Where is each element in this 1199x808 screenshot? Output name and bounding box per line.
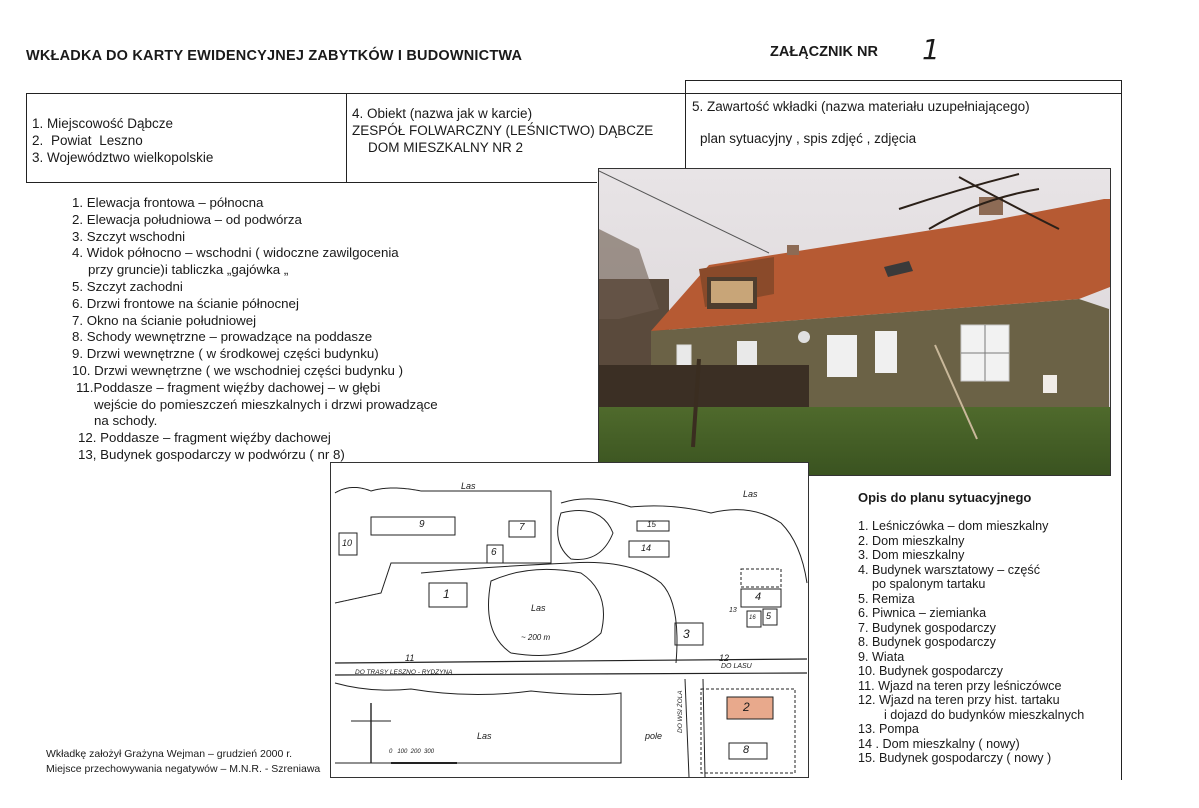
frame-right-line <box>1121 80 1122 780</box>
map-label-forest: Las <box>743 489 758 499</box>
location-cell <box>32 115 213 166</box>
location-voivodeship: 3. Województwo wielkopolskie <box>32 150 214 165</box>
footer-negatives: Miejsce przechowywania negatywów – M.N.R. - Szreniawa <box>46 763 321 775</box>
legend-item: 6. Piwnica – ziemianka <box>858 606 987 620</box>
map-number: 10 <box>342 538 353 548</box>
map-label-forest: Las <box>477 731 492 741</box>
legend-item: 7. Budynek gospodarczy <box>858 620 996 635</box>
map-number: 1 <box>443 587 450 601</box>
legend-item: po spalonym tartaku <box>872 577 986 591</box>
site-plan-drawing <box>331 463 808 777</box>
contents-value: plan sytuacyjny , spis zdjęć , zdjęcia <box>700 131 917 146</box>
photo-list-item: 1. Elewacja frontowa – północna <box>72 195 264 210</box>
object-label: 4. Obiekt (nazwa jak w karcie) <box>352 106 533 121</box>
legend-item: 10. Budynek gospodarczy <box>858 664 1003 678</box>
frame-left-line <box>26 93 27 183</box>
map-number: 8 <box>743 744 750 756</box>
legend-item: 3. Dom mieszkalny <box>858 548 965 562</box>
map-number: 2 <box>743 700 750 714</box>
photo-list-item: 11.Poddasze – fragment więźby dachowej – w głębi <box>76 379 381 395</box>
building-2 <box>727 697 773 719</box>
house-photo-image <box>599 169 1110 475</box>
object-building: DOM MIESZKALNY NR 2 <box>368 140 524 155</box>
photo-list-item: 7. Okno na ścianie południowej <box>72 312 257 328</box>
photo-list-item: 2. Elewacja południowa – od podwórza <box>72 211 302 227</box>
photo-list-item: 9. Drzwi wewnętrzne ( w środkowej części budynku) <box>72 346 379 362</box>
photo-list <box>72 195 438 464</box>
legend-item: 11. Wjazd na teren przy leśniczówce <box>858 678 1062 693</box>
map-number: 11 <box>405 653 415 663</box>
attachment-label: ZAŁĄCZNIK NR <box>770 44 878 60</box>
legend-item: 8. Budynek gospodarczy <box>858 635 996 649</box>
legend-item: 1. Leśniczówka – dom mieszkalny <box>858 519 1049 533</box>
map-number: 4 <box>755 591 762 603</box>
photo-list-item: 3. Szczyt wschodni <box>72 228 186 244</box>
legend-item: 12. Wjazd na teren przy hist. tartaku <box>858 693 1060 707</box>
photo-list-item: 8. Schody wewnętrzne – prowadzące na poddasze <box>72 329 373 345</box>
legend-item: 14 . Dom mieszkalny ( nowy) <box>858 736 1020 751</box>
contents-cell <box>692 98 1030 147</box>
location-district: 2. Powiat Leszno <box>32 133 143 148</box>
photo-list-item: 4. Widok północno – wschodni ( widoczne zawilgocenia <box>72 245 399 261</box>
legend-item: 13. Pompa <box>858 722 919 736</box>
object-cell <box>352 105 653 156</box>
photo-list-item: 13, Budynek gospodarczy w podwórzu ( nr 8) <box>78 446 345 462</box>
map-label-distance: ~ 200 m <box>521 633 551 642</box>
map-label-scale: 0 100 200 300 <box>389 749 435 755</box>
map-number: 6 <box>491 547 497 558</box>
map-number: 14 <box>641 543 652 553</box>
map-number: 16 <box>749 615 756 621</box>
map-number: 9 <box>419 519 425 530</box>
divider-1 <box>346 93 347 183</box>
attachment-number: 1 <box>922 33 940 66</box>
legend-item: i dojazd do budynków mieszkalnych <box>884 707 1085 722</box>
object-name: ZESPÓŁ FOLWARCZNY (LEŚNICTWO) DĄBCZE <box>352 123 654 138</box>
map-label-forest: Las <box>461 481 476 491</box>
location-town: 1. Miejscowość Dąbcze <box>32 116 174 131</box>
footer-author: Wkładkę założył Grażyna Wejman – grudzień 2000 r. <box>46 748 293 760</box>
photo-list-item: 6. Drzwi frontowe na ścianie północnej <box>72 295 299 311</box>
map-number: 5 <box>766 611 772 621</box>
photo-list-item: na schody. <box>94 413 158 429</box>
site-plan-map <box>330 462 809 778</box>
map-label-field: pole <box>645 731 663 741</box>
photo-list-item: wejście do pomieszczeń mieszkalnych i drzwi prowadzące <box>94 396 438 412</box>
map-number: 7 <box>519 522 525 533</box>
legend-item: 5. Remiza <box>858 591 915 606</box>
photo-list-item: przy gruncie)i tabliczka „gajówka „ <box>88 262 289 278</box>
house-photo <box>598 168 1111 476</box>
legend-item: 9. Wiata <box>858 649 905 664</box>
divider-2 <box>685 80 686 170</box>
photo-list-item: 5. Szczyt zachodni <box>72 278 183 294</box>
contents-label: 5. Zawartość wkładki (nazwa materiału uzupełniającego) <box>692 99 1030 114</box>
map-number: 15 <box>647 520 656 529</box>
legend-title: Opis do planu sytuacyjnego <box>858 490 1032 505</box>
frame-top-line <box>26 93 1122 94</box>
legend-item: 2. Dom mieszkalny <box>858 533 965 548</box>
building-9 <box>371 517 455 535</box>
photo-list-item: 10. Drzwi wewnętrzne ( we wschodniej części budynku ) <box>72 362 404 378</box>
document-title: WKŁADKA DO KARTY EWIDENCYJNEJ ZABYTKÓW I BUDOWNICTWA <box>26 48 523 64</box>
map-number: 3 <box>683 627 690 641</box>
legend-item: 4. Budynek warsztatowy – część <box>858 562 1040 577</box>
frame-top-right-line <box>685 80 1122 81</box>
map-label-forest: Las <box>531 603 546 613</box>
map-number: 13 <box>729 607 737 614</box>
legend-list <box>858 519 1084 766</box>
legend-item: 15. Budynek gospodarczy ( nowy ) <box>858 751 1052 765</box>
photo-list-item: 12. Poddasze – fragment więźby dachowej <box>78 430 331 446</box>
frame-header-bottom-line <box>26 182 597 183</box>
map-label-road-trasa: DO TRASY LESZNO - RYDZYNA <box>355 669 453 676</box>
map-label-road-wies: DO WSI ŻOLA <box>677 690 684 733</box>
map-label-road-las: DO LASU <box>721 663 752 670</box>
map-number: 12 <box>719 653 730 663</box>
